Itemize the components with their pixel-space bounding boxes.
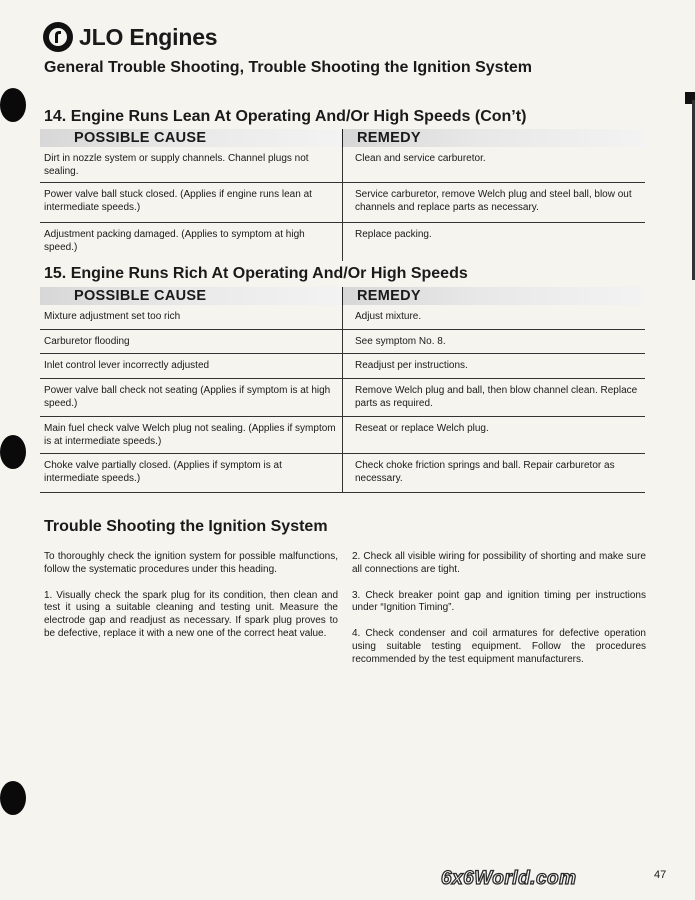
table-row bbox=[40, 454, 645, 493]
ignition-right-column bbox=[352, 551, 646, 680]
section-14-table bbox=[40, 129, 645, 261]
table-row bbox=[40, 183, 645, 223]
cause-cell: Power valve ball stuck closed. (Applies if engine runs lean at intermediate speeds.) bbox=[44, 189, 312, 213]
remedy-cell: Check choke friction springs and ball. Repair carburetor as necessary. bbox=[342, 454, 645, 492]
ignition-left-column bbox=[44, 551, 338, 654]
binder-hole-top bbox=[0, 88, 26, 122]
remedy-cell: See symptom No. 8. bbox=[342, 330, 645, 353]
ignition-paragraph: 2. Check all visible wiring for possibility of shorting and make sure all connections are tight. bbox=[352, 551, 646, 575]
table-row bbox=[40, 354, 645, 379]
ignition-paragraph: 4. Check condenser and coil armatures for defective operation using suitable testing equipment. Follow the procedures recommended by the test equipment manufacturers. bbox=[352, 628, 646, 665]
remedy-cell: Readjust per instructions. bbox=[342, 354, 645, 378]
table-row bbox=[40, 417, 645, 454]
cause-cell: Inlet control lever incorrectly adjusted bbox=[44, 360, 210, 371]
table-row bbox=[40, 330, 645, 354]
cause-cell: Main fuel check valve Welch plug not sealing. (Applies if symptom is at intermediate speeds.) bbox=[44, 423, 336, 447]
table-header bbox=[40, 129, 645, 147]
ignition-section-title: Trouble Shooting the Ignition System bbox=[44, 518, 328, 535]
table-row bbox=[40, 147, 645, 183]
cause-cell: Mixture adjustment set too rich bbox=[44, 311, 181, 322]
remedy-cell: Service carburetor, remove Welch plug and steel ball, blow out channels and replace parts as necessary. bbox=[342, 183, 645, 222]
remedy-cell: Replace packing. bbox=[342, 223, 645, 261]
table-header bbox=[40, 287, 645, 305]
header-possible-cause: POSSIBLE CAUSE bbox=[40, 129, 342, 147]
jlo-logo-icon bbox=[43, 22, 73, 52]
remedy-cell: Remove Welch plug and ball, then blow channel clean. Replace parts as required. bbox=[342, 379, 645, 416]
brand-name: JLO Engines bbox=[79, 23, 218, 50]
page-subtitle: General Trouble Shooting, Trouble Shooting the Ignition System bbox=[44, 59, 533, 76]
binder-hole-middle bbox=[0, 435, 26, 469]
ignition-paragraph: 1. Visually check the spark plug for its condition, then clean and test it using a suitable cleaning and testing unit. Measure the electrode gap and readjust as necessary. If spark plug proves to be defective, replace it with a new one of the correct heat value. bbox=[44, 589, 338, 639]
header-possible-cause: POSSIBLE CAUSE bbox=[40, 287, 342, 305]
cause-cell: Power valve ball check not seating (Applies if symptom is at high speed.) bbox=[44, 385, 331, 409]
ignition-paragraph: 3. Check breaker point gap and ignition timing per instructions under “Ignition Timing”. bbox=[352, 589, 646, 614]
table-row bbox=[40, 305, 645, 330]
cause-cell: Carburetor flooding bbox=[44, 336, 130, 347]
page-number: 47 bbox=[654, 869, 667, 881]
header-remedy: REMEDY bbox=[342, 129, 645, 147]
table-row bbox=[40, 379, 645, 417]
ignition-paragraph: To thoroughly check the ignition system for possible malfunctions, follow the systematic procedures under this heading. bbox=[44, 551, 338, 575]
remedy-cell: Reseat or replace Welch plug. bbox=[342, 417, 645, 453]
section-15-title: 15. Engine Runs Rich At Operating And/Or High Speeds bbox=[44, 265, 468, 282]
section-15-table bbox=[40, 287, 645, 493]
remedy-cell: Clean and service carburetor. bbox=[342, 147, 645, 182]
header-remedy: REMEDY bbox=[342, 287, 645, 305]
cause-cell: Dirt in nozzle system or supply channels. Channel plugs not sealing. bbox=[44, 153, 309, 177]
cause-cell: Choke valve partially closed. (Applies if symptom is at intermediate speeds.) bbox=[44, 460, 282, 484]
remedy-cell: Adjust mixture. bbox=[342, 305, 645, 329]
binder-hole-bottom bbox=[0, 781, 26, 815]
cause-cell: Adjustment packing damaged. (Applies to symptom at high speed.) bbox=[44, 229, 305, 253]
watermark: 6x6World.com bbox=[441, 868, 577, 889]
table-row bbox=[40, 223, 645, 261]
section-14-title: 14. Engine Runs Lean At Operating And/Or High Speeds (Con’t) bbox=[44, 108, 527, 125]
brand-header bbox=[43, 22, 217, 52]
